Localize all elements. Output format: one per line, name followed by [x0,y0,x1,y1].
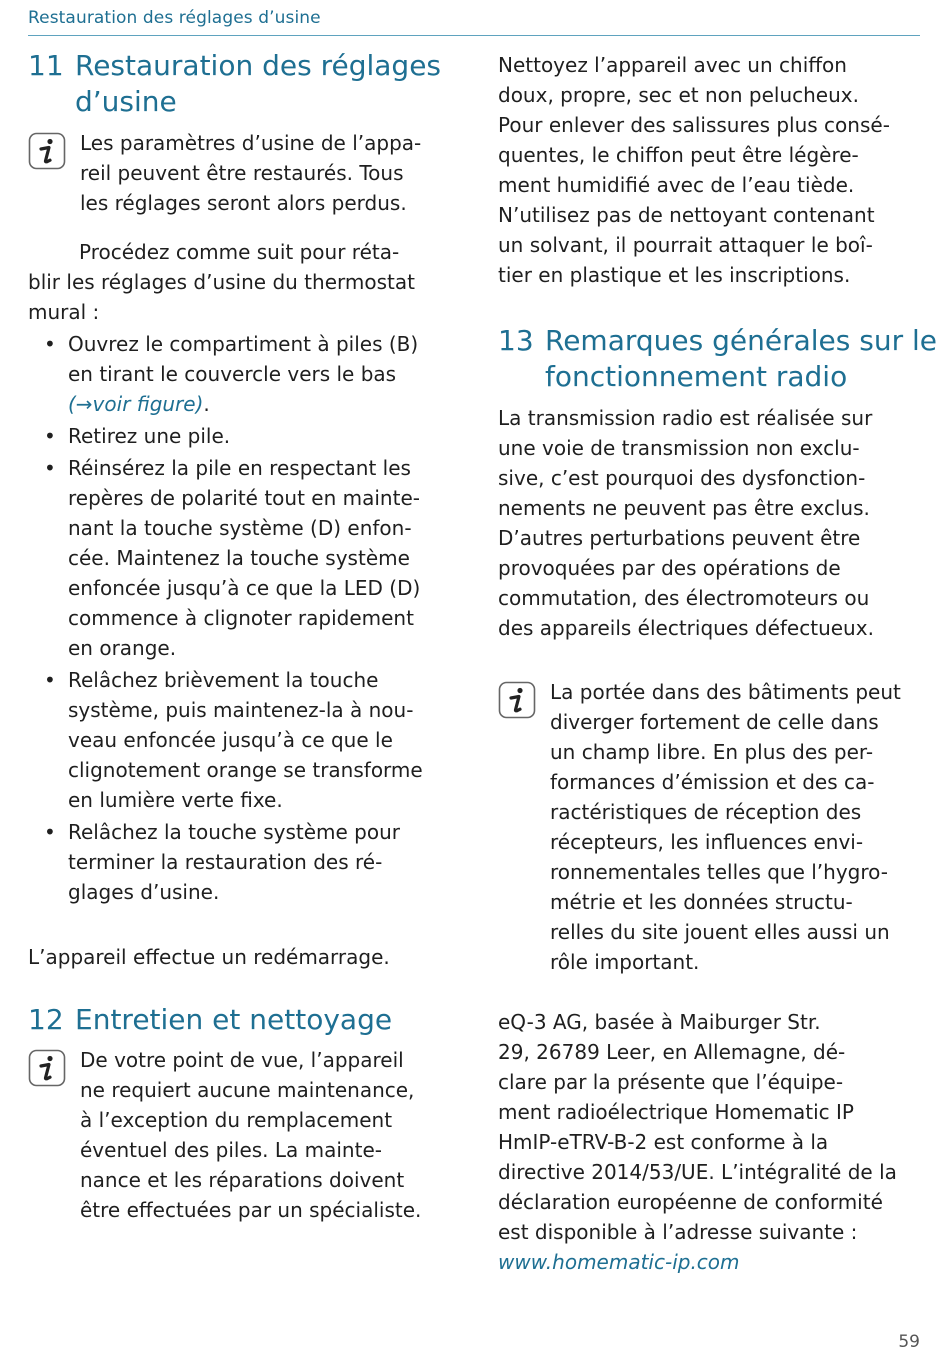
reset-step-2: • Retirez une pile. [28,421,458,451]
homematic-url-link[interactable]: www.homematic-ip.com [498,1250,740,1274]
section-13-note-text: La portée dans des bâtiments peut diverger fortement de celle dans un champ libre. En plus des per- formances d’émission et des ca- ractéristiques de réception des récepteurs, les influences envi- ronnementales telles que l’hygro- métrie et les données structu- relles du site jouent elles aussi un rôle important. [550,680,901,974]
info-icon [28,132,66,170]
header-rule [28,35,920,36]
reset-step-5: • Relâchez la touche système pour terminer la restauration des ré- glages d’usine. [28,817,458,907]
left-column [28,48,458,1225]
section-13-note [498,677,928,977]
info-icon [498,681,536,719]
section-13-title-line-2: fonctionnement radio [545,360,848,393]
figure-reference[interactable]: (→voir figure) [68,392,204,416]
section-11-title-line-2: d’usine [75,85,177,118]
radio-operation-text: La transmission radio est réalisée sur une voie de transmission non exclu- sive, c’est pourquoi des dysfonction- nements ne peuvent pas être exclus. D’autres perturbations peuvent être provoquées par des opérations de commutation, des électromoteurs ou des appareils électriques défectueux. [498,406,874,640]
section-12-number: 12 [28,1003,64,1036]
running-head: Restauration des réglages d’usine [28,8,321,28]
reset-step-1: • Ouvrez le compartiment à piles (B) en tirant le couvercle vers le bas (→voir figure). [28,329,458,419]
section-12-note [28,1045,458,1225]
right-column [498,50,937,1277]
section-12-note-text: De votre point de vue, l’appareil ne requiert aucune maintenance, à l’exception du remplacement éventuel des piles. La mainte- nance et les réparations doivent être effectuées par un spécialiste. [80,1048,422,1222]
info-icon [28,1049,66,1087]
section-13-heading [498,323,937,395]
cleaning-instructions: Nettoyez l’appareil avec un chiffon doux, propre, sec et non pelucheux. Pour enlever des salissures plus consé- quentes, le chiffon peut être légère- ment humidifié avec de l’eau tiède. N’utilisez pas de nettoyant contenant un solvant, il pourrait attaquer le boî- tier en plastique et les inscriptions. [498,53,890,287]
conformity-declaration: eQ-3 AG, basée à Maiburger Str. 29, 26789 Leer, en Allemagne, dé- clare par la présente que l’équipe- ment radioélectrique Homematic IP HmIP-eTRV-B-2 est conforme à la directive 2014/53/UE. L’intégralité de la déclaration européenne de conformité est disponible à l’adresse suivante : www.homematic-ip.com [498,1010,897,1274]
restart-notice: L’appareil effectue un redémarrage. [28,945,390,969]
section-11-note-text: Les paramètres d’usine de l’appa- reil peuvent être restaurés. Tous les réglages seront alors perdus. [80,131,422,215]
section-13-number: 13 [498,324,534,357]
section-11-title-line-1: Restauration des réglages [75,49,442,82]
section-13-title [545,323,937,395]
section-11-intro: Procédez comme suit pour réta- blir les réglages d’usine du thermostat mural : [28,240,415,324]
page-number: 59 [898,1332,920,1352]
section-12-heading [28,1002,458,1038]
section-11-title [75,48,458,120]
section-11-number: 11 [28,49,64,82]
reset-step-4: • Relâchez brièvement la touche système, puis maintenez-la à nou- veau enfoncée jusqu’à ce que le clignotement orange se transforme en lumière verte fixe. [28,665,458,815]
section-11-note [28,128,458,218]
reset-steps-list [28,329,458,907]
section-12-title: Entretien et nettoyage [75,1003,393,1036]
section-13-title-line-1: Remarques générales sur le [545,324,937,357]
reset-step-3: • Réinsérez la pile en respectant les repères de polarité tout en mainte- nant la touche système (D) enfon- cée. Maintenez la touche système enfoncée jusqu’à ce que la LED (D) commence à clignoter rapidement en orange. [28,453,458,663]
section-11-heading [28,48,458,120]
